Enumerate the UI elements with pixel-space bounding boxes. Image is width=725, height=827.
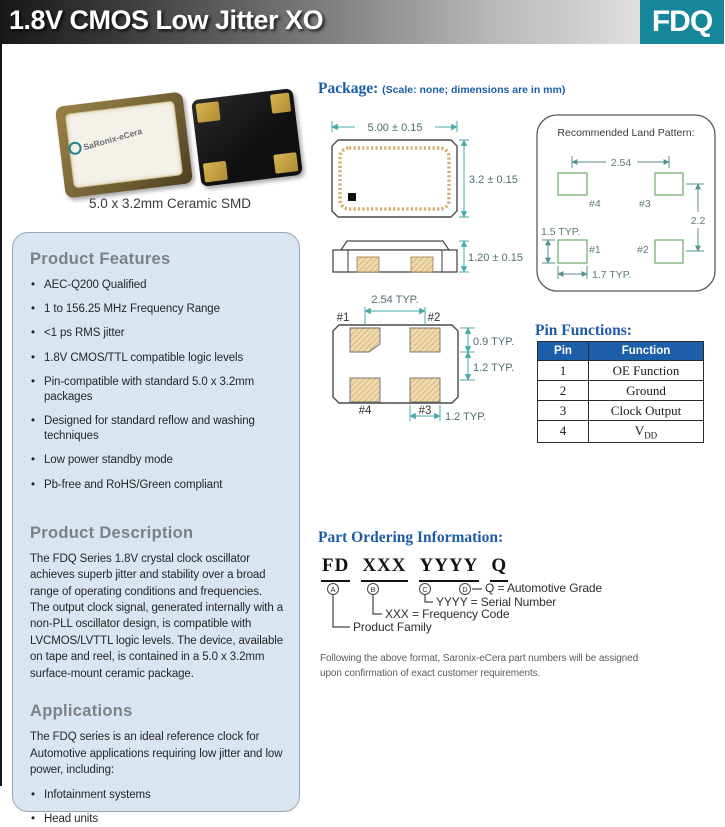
applications-list	[30, 788, 284, 827]
pin-functions-heading: Pin Functions:	[535, 322, 632, 339]
land-dim-pad-width: 1.7 TYP.	[592, 269, 632, 281]
land-pattern-border	[537, 115, 715, 291]
description-text: The FDQ Series 1.8V crystal clock oscillator achieves superb jitter and stability over a broad range of operating conditions and frequencies. The output clock signal, generated internally with a non-PLL oscillator design, is compatible with LVCMOS/LVTTL logic levels. The device, available on tape and reel, is contained in a 5.0 x 3.2mm surface-mount ceramic package.	[30, 552, 284, 680]
table-row: 1 OE Function	[538, 361, 704, 381]
brand-badge: FDQ	[640, 0, 724, 44]
code-serial: YYYY	[419, 555, 480, 582]
section-heading: Applications	[30, 702, 133, 721]
chip-photo-bottom-view	[191, 88, 303, 187]
list-item: • Infotainment systems	[30, 788, 284, 803]
table-row: 3 Clock Output	[538, 401, 704, 421]
marker-a: A	[327, 583, 339, 595]
table-header-row	[538, 342, 704, 361]
ordering-heading: Part Ordering Information:	[318, 529, 504, 546]
land-pad-2	[655, 240, 683, 263]
list-item: • 1.8V CMOS/TTL compatible logic levels	[30, 351, 284, 366]
pin-functions-table	[537, 341, 704, 443]
land-pad-3	[655, 173, 683, 195]
chip-pad	[196, 101, 221, 123]
chip-photo-top-view	[55, 92, 193, 199]
top-view-outline	[332, 140, 457, 217]
land-pin-2: #2	[637, 244, 649, 256]
page-title: 1.8V CMOS Low Jitter XO	[9, 5, 324, 35]
section-product-features	[30, 250, 284, 493]
side-pad	[357, 257, 379, 272]
col-function: Function	[589, 342, 704, 361]
chip-pad	[273, 152, 298, 174]
col-pin: Pin	[538, 342, 589, 361]
land-pattern-title: Recommended Land Pattern:	[557, 127, 695, 139]
page-edge-line	[0, 44, 2, 786]
dim-pitch: 2.54 TYP.	[371, 294, 419, 306]
package-heading: Package: (Scale: none; dimensions are in mm)	[318, 80, 566, 97]
land-pad-4	[558, 173, 587, 195]
chip-logo: SaRonix-eCera	[67, 116, 167, 156]
land-dim-vertical: 2.2	[690, 215, 706, 227]
applications-intro: The FDQ series is an ideal reference clock for Automotive applications requiring low jitter and low power, including:	[30, 731, 283, 777]
land-dim-pad-height: 1.5 TYP.	[541, 226, 581, 238]
list-item: • Pin-compatible with standard 5.0 x 3.2mm packages	[30, 375, 284, 405]
pin-label-1: #1	[336, 312, 350, 324]
pin-label-3: #3	[418, 405, 432, 417]
code-grade: Q	[490, 555, 508, 582]
photo-caption: 5.0 x 3.2mm Ceramic SMD	[88, 196, 252, 211]
side-view-base	[333, 250, 457, 272]
dim-pad-width: 1.2 TYP.	[445, 411, 487, 423]
dim-height: 3.2 ± 0.15	[469, 174, 518, 186]
list-item: • AEC-Q200 Qualified	[30, 278, 284, 293]
ordering-note: Following the above format, Saronix-eCera part numbers will be assigned upon confirmation of exact customer requirements.	[320, 653, 639, 679]
section-applications	[30, 702, 284, 827]
bottom-pad-3	[410, 378, 440, 402]
package-drawing	[315, 105, 525, 437]
land-pin-4: #4	[589, 198, 601, 210]
chip-pad	[270, 93, 291, 114]
list-item: • Head units	[30, 812, 284, 827]
land-pin-3: #3	[639, 198, 651, 210]
dim-row-pitch: 1.2 TYP.	[473, 362, 515, 374]
bottom-pad-2	[410, 328, 440, 352]
list-item: • 1 to 156.25 MHz Frequency Range	[30, 302, 284, 317]
features-list	[30, 278, 284, 493]
pin-label-2: #2	[427, 312, 441, 324]
table-row: 4 $V_{DD}$	[538, 421, 704, 443]
side-view-lid	[341, 241, 449, 250]
page-header	[0, 0, 724, 44]
list-item: • Designed for standard reflow and washing techniques	[30, 414, 284, 444]
table-row: 2 Ground	[538, 381, 704, 401]
dim-pad-height: 0.9 TYP.	[473, 336, 515, 348]
package-heading-note: (Scale: none; dimensions are in mm)	[382, 84, 566, 96]
section-heading: Product Description	[30, 523, 194, 542]
marker-d: D	[459, 583, 471, 595]
bottom-pad-4	[350, 378, 380, 402]
marker-b: B	[367, 583, 379, 595]
pin1-mark	[348, 193, 356, 201]
code-frequency: XXX	[361, 555, 407, 582]
legend-frequency: XXX = Frequency Code	[385, 607, 510, 621]
code-family: FD	[321, 555, 350, 582]
section-product-description	[30, 524, 284, 683]
chip-pad	[203, 161, 228, 183]
marker-c: C	[419, 583, 431, 595]
list-item: • Pb-free and RoHS/Green compliant	[30, 478, 284, 493]
legend-family: Product Family	[353, 620, 432, 634]
dim-width: 5.00 ± 0.15	[367, 122, 423, 134]
land-pad-1	[558, 240, 587, 263]
land-dim-horizontal: 2.54	[610, 157, 632, 169]
list-item: • Low power standby mode	[30, 453, 284, 468]
legend-grade: Q = Automotive Grade	[485, 581, 603, 595]
section-heading: Product Features	[30, 250, 171, 268]
dim-thickness: 1.20 ± 0.15	[468, 252, 523, 264]
side-pad	[411, 257, 433, 272]
list-item: • <1 ps RMS jitter	[30, 326, 284, 341]
land-pin-1: #1	[589, 244, 601, 256]
legend-serial: YYYY = Serial Number	[436, 595, 557, 609]
land-pattern-drawing	[536, 114, 716, 292]
pin-label-4: #4	[358, 405, 372, 417]
info-panel	[12, 232, 300, 825]
